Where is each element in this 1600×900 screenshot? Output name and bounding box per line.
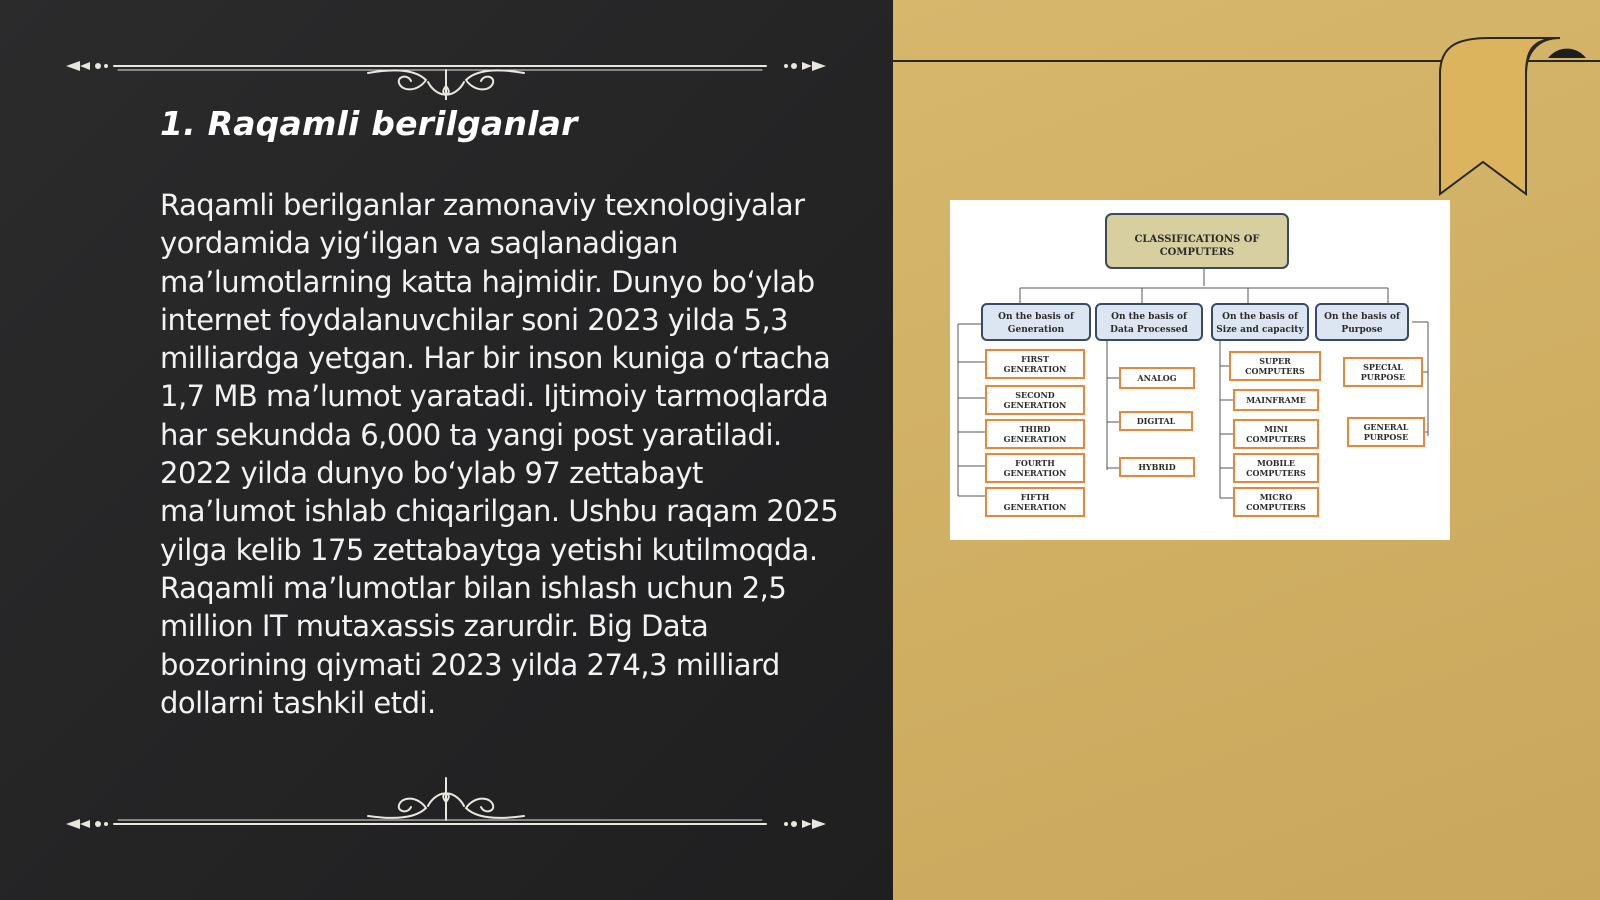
bookmark-ribbon-icon	[1430, 34, 1600, 204]
category-generation-label-1: On the basis of	[998, 312, 1074, 322]
leaf-mini-computers-label-1: MINI	[1264, 424, 1288, 434]
category-size-label-2: Size and capacity	[1216, 325, 1304, 335]
leaf-special-purpose-label-1: SPECIAL	[1363, 362, 1403, 372]
slide-title: 1. Raqamli berilganlar	[160, 104, 578, 143]
bottom-ornament-divider	[66, 770, 826, 830]
leaf-fifth-generation-label-1: FIFTH	[1020, 492, 1050, 502]
classification-diagram	[950, 200, 1450, 540]
leaf-fifth-generation-label-2: GENERATION	[1003, 502, 1067, 512]
leaf-first-generation-label-1: FIRST	[1021, 354, 1049, 364]
category-purpose-label-1: On the basis of	[1324, 312, 1400, 322]
leaf-second-generation-label-2: GENERATION	[1003, 400, 1067, 410]
leaf-mobile-computers-label-2: COMPUTERS	[1246, 468, 1306, 478]
category-data-label-1: On the basis of	[1111, 312, 1187, 322]
leaf-digital-label: DIGITAL	[1136, 416, 1176, 426]
leaf-micro-computers-label-1: MICRO	[1259, 492, 1293, 502]
category-generation-label-2: Generation	[1007, 325, 1065, 335]
category-size-label-1: On the basis of	[1222, 312, 1298, 322]
leaf-fourth-generation-label-1: FOURTH	[1015, 458, 1055, 468]
leaf-analog-label: ANALOG	[1137, 373, 1177, 383]
leaf-super-computers-label-1: SUPER	[1259, 356, 1291, 366]
classification-diagram-svg	[950, 200, 1450, 540]
leaf-general-purpose-label-1: GENERAL	[1363, 422, 1409, 432]
category-data-label-2: Data Processed	[1110, 325, 1188, 335]
category-purpose-label-2: Purpose	[1341, 325, 1383, 335]
leaf-super-computers-label-2: COMPUTERS	[1245, 366, 1305, 376]
top-ornament-divider	[66, 40, 826, 100]
leaf-second-generation-label-1: SECOND	[1015, 390, 1055, 400]
leaf-micro-computers-label-2: COMPUTERS	[1246, 502, 1306, 512]
leaf-first-generation-label-2: GENERATION	[1003, 364, 1067, 374]
leaf-special-purpose-label-2: PURPOSE	[1360, 372, 1406, 382]
leaf-mini-computers-label-2: COMPUTERS	[1246, 434, 1306, 444]
diagram-root-label-2: COMPUTERS	[1159, 247, 1235, 258]
leaf-mobile-computers-label-1: MOBILE	[1256, 458, 1296, 468]
leaf-mainframe-label: MAINFRAME	[1246, 395, 1306, 405]
leaf-hybrid-label: HYBRID	[1138, 462, 1176, 472]
diagram-root-label-1: CLASSIFICATIONS OF	[1134, 234, 1260, 245]
leaf-third-generation-label-1: THIRD	[1019, 424, 1051, 434]
leaf-fourth-generation-label-2: GENERATION	[1003, 468, 1067, 478]
leaf-third-generation-label-2: GENERATION	[1003, 434, 1067, 444]
leaf-general-purpose-label-2: PURPOSE	[1363, 432, 1409, 442]
slide-body-text: Raqamli berilganlar zamonaviy texnologiyalar yordamida yig‘ilgan va saqlanadigan ma’lumotlarning katta hajmidir. Dunyo bo‘ylab internet foydalanuvchilar soni 2023 yilda 5,3 milliardga yetgan. Har bir inson kuniga o‘rtacha 1,7 MB ma’lumot yaratadi. Ijtimoiy tarmoqlarda har sekundda 6,000 ta yangi post yaratiladi. 2022 yilda dunyo bo‘ylab 97 zettabayt ma’lumot ishlab chiqarilgan. Ushbu raqam 2025 yilga kelib 175 zettabaytga yetishi kutilmoqda. Raqamli ma’lumotlar bilan ishlash uchun 2,5 million IT mutaxassis zarurdir. Big Data bozorining qiymati 2023 yilda 274,3 milliard dollarni tashkil etdi.	[160, 188, 839, 720]
